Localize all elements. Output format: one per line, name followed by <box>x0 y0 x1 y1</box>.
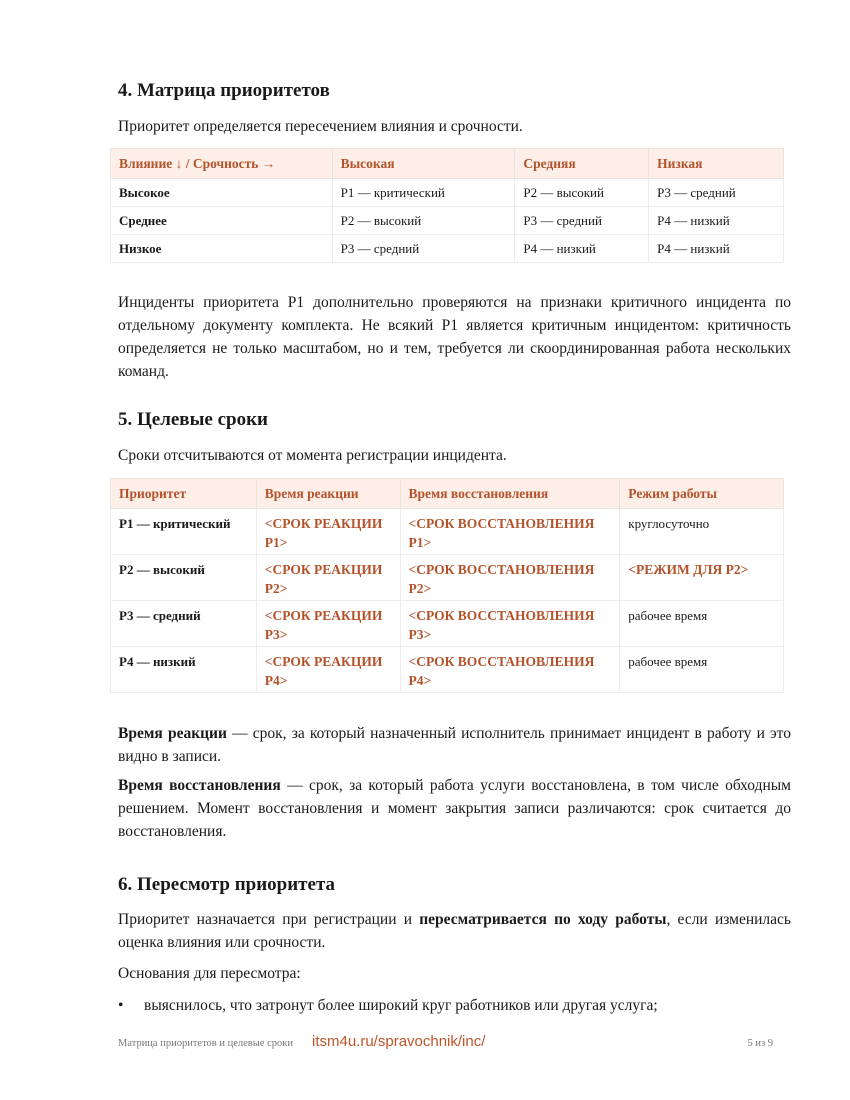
table-row <box>111 235 784 263</box>
footer-document-title: Матрица приоритетов и целевые сроки <box>118 1038 293 1049</box>
priority-label: P3 — средний <box>111 601 257 647</box>
restore-time-placeholder: <СРОК ВОССТАНОВЛЕНИЯ P4> <box>400 647 620 693</box>
priority-label: P4 — низкий <box>111 647 257 693</box>
matrix-row-label: Среднее <box>111 207 333 235</box>
table-row <box>111 601 784 647</box>
table-row <box>111 509 784 555</box>
section-5-title: 5. Целевые сроки <box>118 409 268 430</box>
reaction-time-placeholder: <СРОК РЕАКЦИИ P1> <box>256 509 400 555</box>
emphasis-text: пересматривается по ходу работы <box>419 911 667 928</box>
section-6-title: 6. Пересмотр приоритета <box>118 874 336 895</box>
work-mode: рабочее время <box>620 647 784 693</box>
definition-term: Время реакции <box>118 725 227 742</box>
matrix-header-high: Высокая <box>332 149 515 179</box>
matrix-header-medium: Средняя <box>515 149 649 179</box>
definition-text: — срок, за который работа услуги восстановлена, в том числе обходным решением. Момент восстановления и момент закрытия записи различаются: срок считается до восстановления. <box>118 777 791 840</box>
matrix-cell: P3 — средний <box>332 235 515 263</box>
matrix-cell: P4 — низкий <box>515 235 649 263</box>
times-header-mode: Режим работы <box>620 479 784 509</box>
section-5-intro: Сроки отсчитываются от момента регистрации инцидента. <box>118 447 507 464</box>
priority-label: P1 — критический <box>111 509 257 555</box>
table-row <box>111 555 784 601</box>
paragraph-text: Приоритет назначается при регистрации и <box>118 911 420 928</box>
times-header-reaction: Время реакции <box>256 479 400 509</box>
reaction-time-placeholder: <СРОК РЕАКЦИИ P4> <box>256 647 400 693</box>
matrix-header-impact: Влияние ↓ / Срочность → <box>111 149 333 179</box>
table-row <box>111 179 784 207</box>
section-6-paragraph <box>118 908 791 954</box>
definition-term: Время восстановления <box>118 777 281 794</box>
matrix-cell: P1 — критический <box>332 179 515 207</box>
restore-time-placeholder: <СРОК ВОССТАНОВЛЕНИЯ P1> <box>400 509 620 555</box>
restore-time-definition <box>118 774 791 843</box>
section-4-intro: Приоритет определяется пересечением влияния и срочности. <box>118 118 523 135</box>
priority-label: P2 — высокий <box>111 555 257 601</box>
restore-time-placeholder: <СРОК ВОССТАНОВЛЕНИЯ P2> <box>400 555 620 601</box>
matrix-cell: P3 — средний <box>515 207 649 235</box>
work-mode: рабочее время <box>620 601 784 647</box>
matrix-row-label: Низкое <box>111 235 333 263</box>
paragraph-text: , если изменилась оценка влияния или срочности. <box>118 911 791 951</box>
priority-matrix-table <box>110 148 784 263</box>
matrix-cell: P4 — низкий <box>649 207 784 235</box>
table-row <box>111 207 784 235</box>
times-header-restore: Время восстановления <box>400 479 620 509</box>
bullet-item: выяснилось, что затронут более широкий круг работников или другая услуга; <box>144 997 658 1014</box>
definition-text: — срок, за который назначенный исполнитель принимает инцидент в работу и это видно в записи. <box>118 725 791 765</box>
reaction-time-placeholder: <СРОК РЕАКЦИИ P2> <box>256 555 400 601</box>
reaction-time-definition <box>118 722 791 768</box>
matrix-row-label: Высокое <box>111 179 333 207</box>
work-mode-placeholder: <РЕЖИМ ДЛЯ P2> <box>620 555 784 601</box>
bullet-icon: • <box>118 997 124 1014</box>
times-header-priority: Приоритет <box>111 479 257 509</box>
section-4-title: 4. Матрица приоритетов <box>118 80 330 101</box>
table-header-row <box>111 479 784 509</box>
matrix-cell: P2 — высокий <box>332 207 515 235</box>
table-row <box>111 647 784 693</box>
footer-page-number: 5 из 9 <box>747 1038 773 1049</box>
restore-time-placeholder: <СРОК ВОССТАНОВЛЕНИЯ P3> <box>400 601 620 647</box>
footer-link[interactable]: itsm4u.ru/spravochnik/inc/ <box>312 1033 486 1050</box>
work-mode: круглосуточно <box>620 509 784 555</box>
target-times-table <box>110 478 784 693</box>
table-header-row <box>111 149 784 179</box>
matrix-header-low: Низкая <box>649 149 784 179</box>
section-4-note: Инциденты приоритета P1 дополнительно проверяются на признаки критичного инцидента по отдельному документу комплекта. Не всякий P1 является критичным инцидентом: критичность определяется не только масштабом, но и тем, требуется ли скоординированная работа нескольких команд. <box>118 294 791 380</box>
reaction-time-placeholder: <СРОК РЕАКЦИИ P3> <box>256 601 400 647</box>
matrix-cell: P2 — высокий <box>515 179 649 207</box>
matrix-cell: P4 — низкий <box>649 235 784 263</box>
revision-grounds-intro: Основания для пересмотра: <box>118 965 301 982</box>
matrix-cell: P3 — средний <box>649 179 784 207</box>
